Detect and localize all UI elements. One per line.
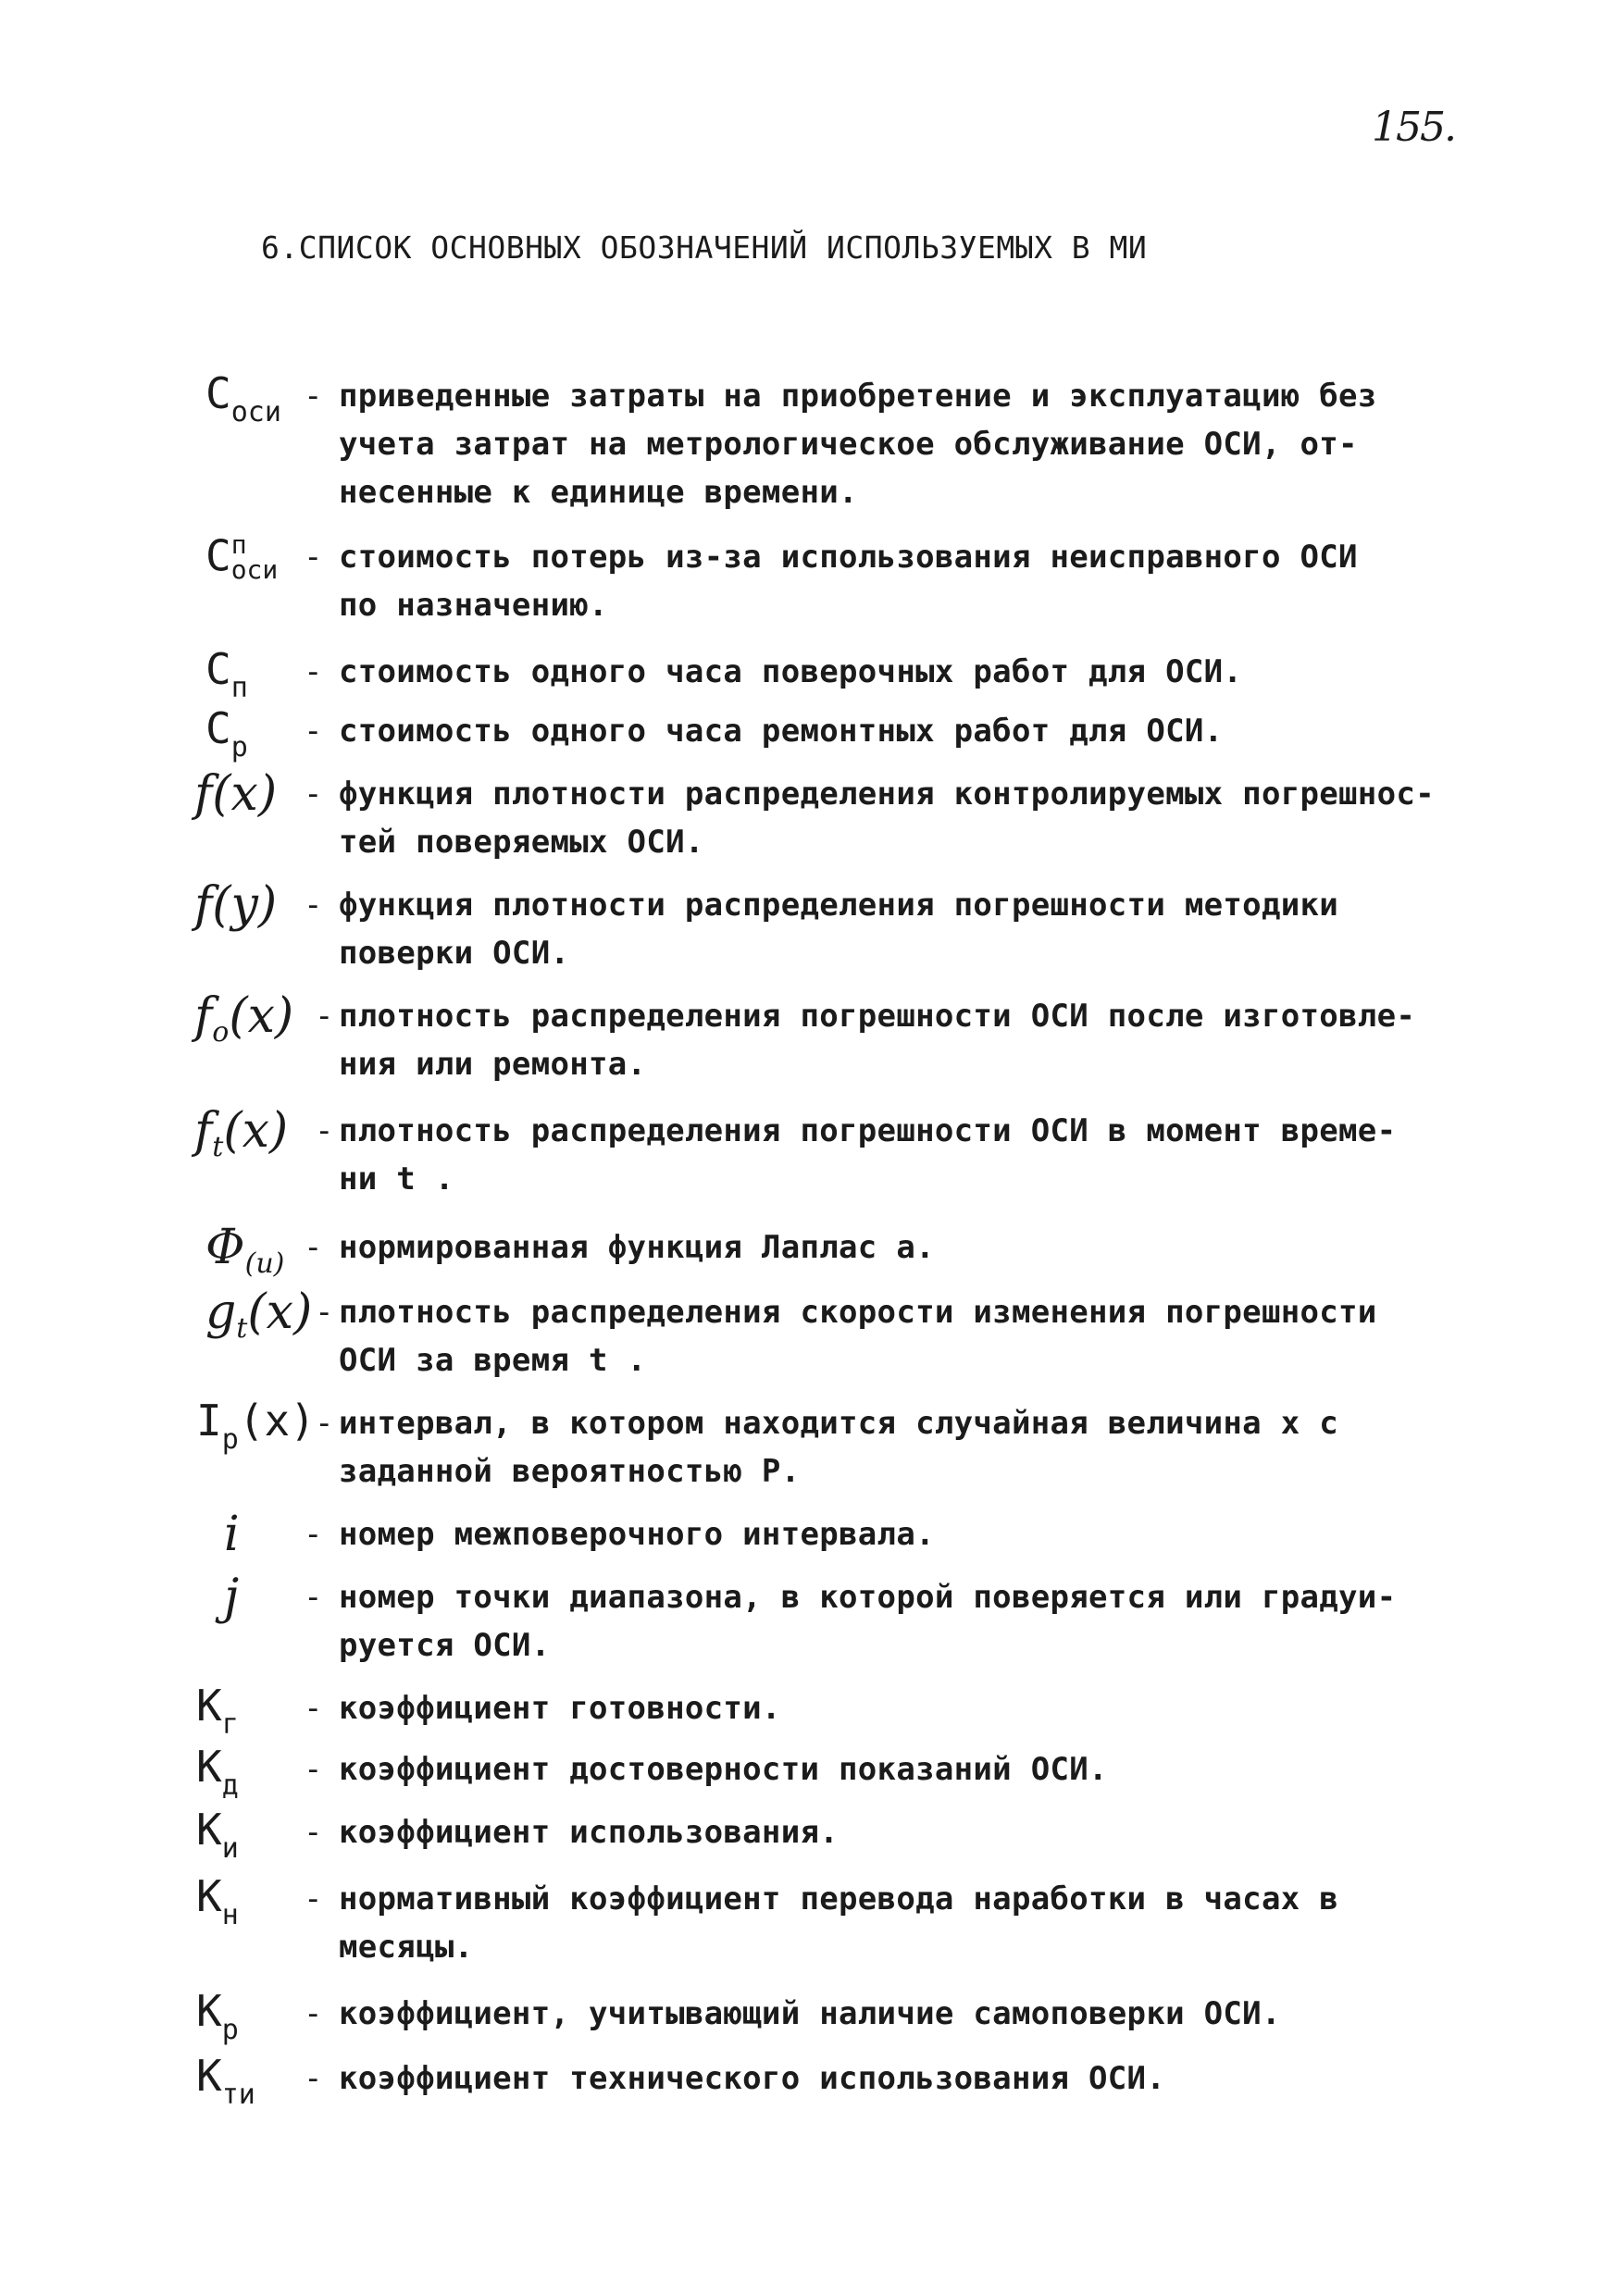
- symbol: [196, 1681, 239, 1741]
- description-line: нормативный коэффициент перевода наработки в часах в: [339, 1880, 1339, 1917]
- symbol: [196, 1986, 239, 2046]
- description-line: ния или ремонта.: [339, 1046, 647, 1083]
- symbol-tail: (x): [229, 988, 294, 1044]
- description-line: номер межповерочного интервала.: [339, 1516, 935, 1553]
- symbol-main: K: [196, 2051, 222, 2101]
- description-line: ОСИ за время t .: [339, 1342, 647, 1379]
- symbol-subscript: p: [221, 1423, 239, 1456]
- dash: -: [304, 1229, 323, 1266]
- symbol: [194, 988, 294, 1049]
- description: [339, 1573, 1449, 1669]
- symbol-subscript: ти: [221, 2079, 255, 2111]
- dash: -: [304, 2060, 323, 2097]
- description: [339, 1745, 1449, 1793]
- symbol-main: g: [205, 1285, 237, 1340]
- description-line: стоимость одного часа поверочных работ для ОСИ.: [339, 653, 1243, 690]
- symbol-main: C: [205, 703, 231, 753]
- symbol: [194, 766, 278, 822]
- description-line: ни t .: [339, 1160, 454, 1198]
- dash: -: [304, 1814, 323, 1851]
- symbol-main: C: [205, 644, 231, 694]
- description-line: функция плотности распределения погрешности методики: [339, 887, 1339, 924]
- dash: -: [304, 1995, 323, 2032]
- symbol: [205, 368, 281, 428]
- dash: -: [304, 1880, 323, 1917]
- description-line: приведенные затраты на приобретение и эксплуатацию без: [339, 378, 1377, 415]
- symbol-main: f: [194, 1103, 213, 1159]
- description: [339, 1107, 1449, 1203]
- symbol: [194, 877, 278, 933]
- symbol: [194, 1103, 289, 1163]
- symbol: [196, 1396, 316, 1456]
- symbol-supsub: [230, 529, 279, 585]
- symbol: [224, 1570, 240, 1625]
- description: [339, 1990, 1449, 2038]
- description: [339, 372, 1449, 516]
- symbol-main: K: [196, 1871, 222, 1921]
- symbol: [196, 1805, 239, 1865]
- symbol: [224, 1507, 240, 1562]
- description-line: нормированная функция Лаплас а.: [339, 1229, 935, 1266]
- dash: -: [304, 887, 323, 924]
- symbol-main: i: [224, 1507, 240, 1562]
- description: [339, 1808, 1449, 1856]
- description: [339, 770, 1449, 866]
- dash: -: [315, 1294, 334, 1331]
- symbol: [205, 703, 248, 763]
- symbol-subscript: t: [236, 1312, 248, 1345]
- description-line: стоимость потерь из-за использования неисправного ОСИ: [339, 539, 1358, 576]
- symbol-tail: (x): [247, 1285, 313, 1340]
- description-line: тей поверяемых ОСИ.: [339, 824, 704, 861]
- symbol-main: I: [196, 1396, 222, 1446]
- description: [339, 992, 1449, 1088]
- dash: -: [304, 713, 323, 750]
- description-line: несенные к единице времени.: [339, 474, 858, 511]
- dash: -: [304, 539, 323, 576]
- dash: -: [304, 776, 323, 813]
- symbol-tail: (x): [238, 1396, 316, 1446]
- symbol: [205, 644, 248, 704]
- description-line: коэффициент использования.: [339, 1814, 840, 1851]
- symbol-subscript: оси: [230, 396, 281, 428]
- symbol-subscript: д: [221, 1769, 239, 1802]
- symbol: [205, 1285, 313, 1345]
- description-line: функция плотности распределения контролируемых погрешнос-: [339, 776, 1435, 813]
- description-line: коэффициент готовности.: [339, 1690, 781, 1727]
- description: [339, 1223, 1449, 1272]
- dash: -: [304, 1751, 323, 1788]
- symbol-subscript: t: [212, 1131, 224, 1163]
- symbol: [205, 529, 279, 585]
- description-line: стоимость одного часа ремонтных работ для ОСИ.: [339, 713, 1224, 750]
- symbol-main: K: [196, 1742, 222, 1792]
- description: [339, 1875, 1449, 1971]
- dash: -: [304, 1516, 323, 1553]
- symbol: [205, 1220, 285, 1280]
- description-line: номер точки диапазона, в которой поверяется или градуи-: [339, 1579, 1397, 1616]
- description-line: по назначению.: [339, 587, 608, 624]
- symbol-main: f(x): [194, 766, 278, 822]
- symbol-main: K: [196, 1805, 222, 1855]
- symbol-tail: (x): [223, 1103, 289, 1159]
- symbol-main: f(y): [194, 877, 278, 933]
- symbol-main: j: [224, 1570, 240, 1625]
- symbol-subscript: п: [230, 672, 248, 704]
- symbol: [196, 1871, 239, 1931]
- description-line: плотность распределения скорости изменения погрешности: [339, 1294, 1377, 1331]
- dash: -: [304, 653, 323, 690]
- description: [339, 707, 1449, 755]
- symbol-subscript: (u): [244, 1247, 285, 1280]
- description: [339, 1684, 1449, 1732]
- symbol-subscript: р: [230, 731, 248, 763]
- symbol-subscript: н: [221, 1899, 239, 1931]
- description-line: коэффициент технического использования ОСИ.: [339, 2060, 1166, 2097]
- symbol-main: f: [194, 988, 213, 1044]
- symbol-subscript: г: [221, 1708, 239, 1741]
- description-line: руется ОСИ.: [339, 1627, 551, 1664]
- description: [339, 881, 1449, 977]
- dash: -: [304, 1690, 323, 1727]
- description: [339, 648, 1449, 696]
- description-line: коэффициент, учитывающий наличие самоповерки ОСИ.: [339, 1995, 1281, 2032]
- description-line: коэффициент достоверности показаний ОСИ.: [339, 1751, 1108, 1788]
- description: [339, 533, 1449, 629]
- description: [339, 2054, 1449, 2103]
- description-line: месяцы.: [339, 1929, 474, 1966]
- description-line: плотность распределения погрешности ОСИ после изготовле-: [339, 998, 1416, 1035]
- symbol-subscript: р: [221, 2014, 239, 2046]
- description: [339, 1510, 1449, 1558]
- description: [339, 1288, 1449, 1384]
- symbol-superscript: п: [230, 529, 247, 560]
- dash: -: [315, 998, 334, 1035]
- symbol-subscript: и: [221, 1832, 239, 1865]
- symbol: [196, 1742, 239, 1802]
- symbol-main: K: [196, 1681, 222, 1731]
- symbol-subscript: o: [212, 1016, 230, 1049]
- page-title: 6.СПИСОК ОСНОВНЫХ ОБОЗНАЧЕНИЙ ИСПОЛЬЗУЕМЫХ В МИ: [261, 230, 1148, 266]
- description-line: интервал, в котором находится случайная величина x с: [339, 1405, 1339, 1442]
- symbol-main: K: [196, 1986, 222, 2036]
- dash: -: [315, 1112, 334, 1149]
- symbol: [196, 2051, 255, 2111]
- dash: -: [304, 1579, 323, 1616]
- dash: -: [315, 1405, 334, 1442]
- symbol-main: Φ: [205, 1220, 245, 1275]
- symbol-main: C: [205, 368, 231, 418]
- description-line: плотность распределения погрешности ОСИ в момент време-: [339, 1112, 1397, 1149]
- symbol-subscript: оси: [230, 553, 279, 585]
- symbol-main: C: [205, 530, 231, 581]
- description-line: учета затрат на метрологическое обслуживание ОСИ, от-: [339, 426, 1358, 463]
- dash: -: [304, 378, 323, 415]
- description: [339, 1399, 1449, 1496]
- page-number: 155.: [1372, 104, 1455, 151]
- description-line: заданной вероятностью P.: [339, 1453, 801, 1490]
- description-line: поверки ОСИ.: [339, 935, 570, 972]
